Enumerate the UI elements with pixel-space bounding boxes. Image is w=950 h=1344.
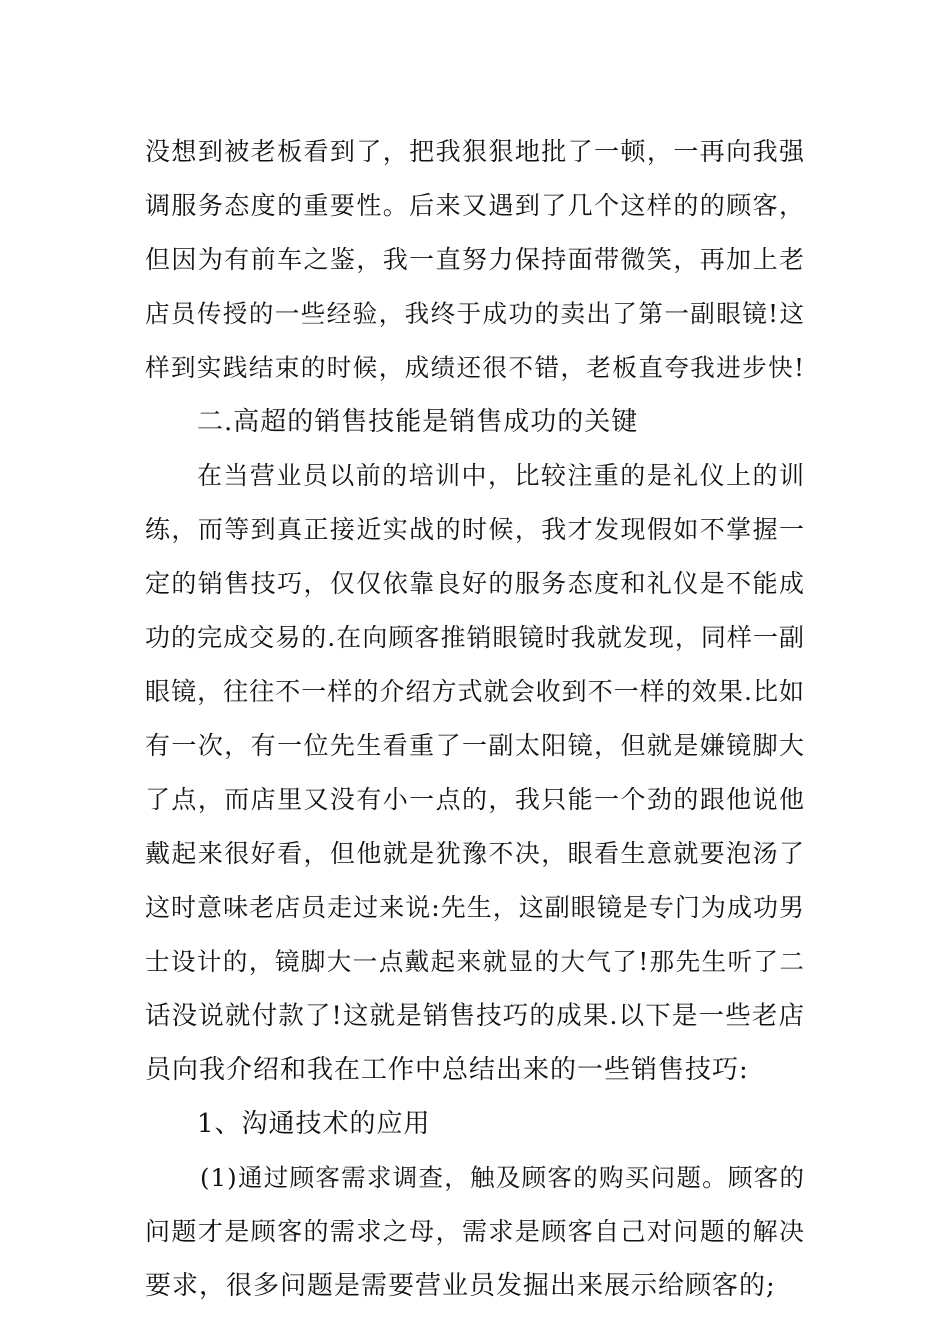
text-line: 练，而等到真正接近实战的时候，我才发现假如不掌握一: [145, 515, 805, 544]
text-line-last: 要求，很多问题是需要营业员发掘出来展示给顾客的;: [145, 1271, 776, 1301]
text-line: 眼镜，往往不一样的介绍方式就会收到不一样的效果.比如: [145, 677, 805, 706]
text-line: 问题才是顾客的需求之母，需求是顾客自己对问题的解决: [145, 1217, 805, 1246]
text-line-last: 员向我介绍和我在工作中总结出来的一些销售技巧:: [145, 1055, 749, 1085]
text-line: 了点，而店里又没有小一点的，我只能一个劲的跟他说他: [145, 785, 805, 814]
text-line: 调服务态度的重要性。后来又遇到了几个这样的的顾客，: [145, 191, 805, 220]
text-line: 样到实践结束的时候，成绩还很不错，老板直夸我进步快!: [145, 353, 805, 382]
text-line: 店员传授的一些经验，我终于成功的卖出了第一副眼镜!这: [145, 299, 805, 328]
text-line: 这时意味老店员走过来说:先生，这副眼镜是专门为成功男: [145, 893, 805, 922]
section-heading: 二.高超的销售技能是销售成功的关键: [197, 407, 639, 437]
text-line: 话没说就付款了!这就是销售技巧的成果.以下是一些老店: [145, 1001, 805, 1031]
text-line: 功的完成交易的.在向顾客推销眼镜时我就发现，同样一副: [145, 623, 805, 652]
text-line: 戴起来很好看，但他就是犹豫不决，眼看生意就要泡汤了: [145, 839, 805, 868]
list-item-first-line: (1)通过顾客需求调查，触及顾客的购买问题。顾客的: [200, 1163, 805, 1192]
text-line: 定的销售技巧，仅仅依靠良好的服务态度和礼仪是不能成: [145, 569, 805, 598]
text-line: 有一次，有一位先生看重了一副太阳镜，但就是嫌镜脚大: [145, 731, 805, 760]
text-line: 但因为有前车之鉴，我一直努力保持面带微笑，再加上老: [145, 245, 805, 274]
body-text: [145, 125, 805, 1313]
text-line: 士设计的，镜脚大一点戴起来就显的大气了!那先生听了二: [145, 947, 805, 976]
subsection-heading: 1、沟通技术的应用: [197, 1109, 431, 1139]
text-line: 没想到被老板看到了，把我狠狠地批了一顿，一再向我强: [145, 137, 805, 166]
paragraph-first-line: 在当营业员以前的培训中，比较注重的是礼仪上的训: [197, 461, 805, 490]
